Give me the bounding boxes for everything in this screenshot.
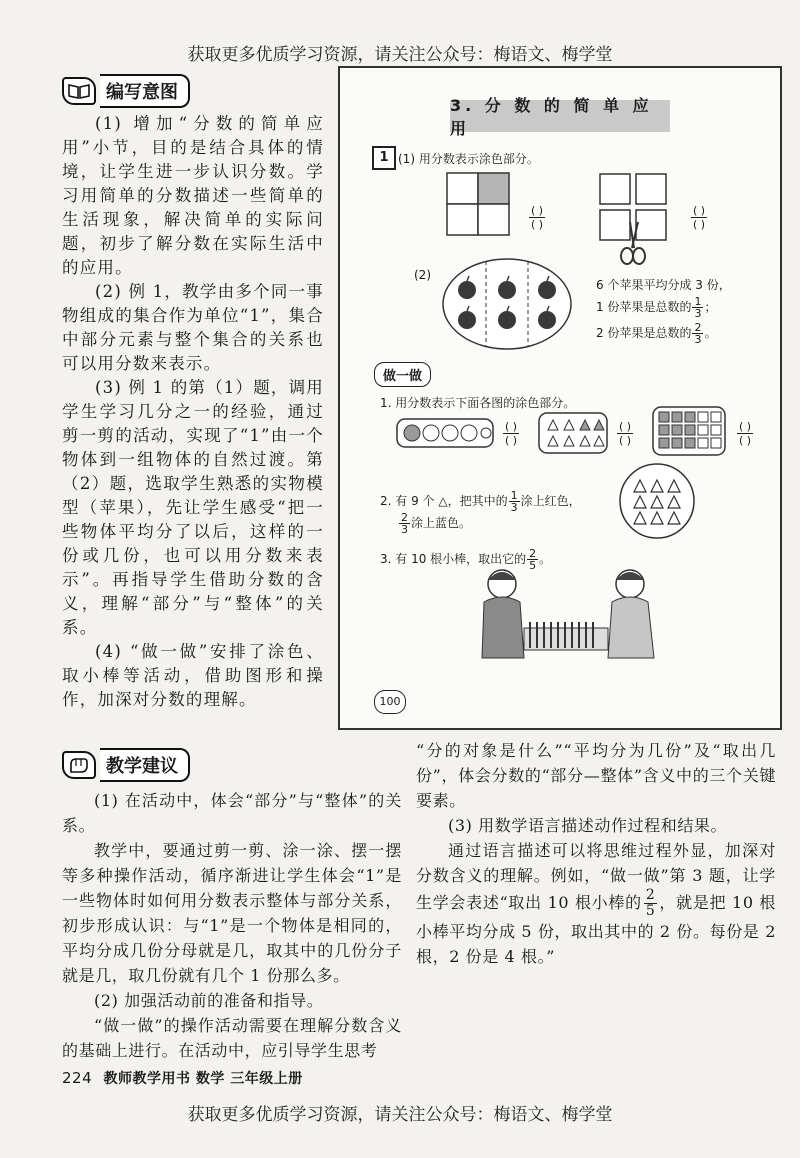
fraction: [399, 512, 410, 535]
textbook-page-number: 100: [374, 690, 406, 714]
answer-blank[interactable]: ( ) ( ): [504, 420, 518, 447]
scissors-icon: [618, 220, 648, 266]
fraction-denominator: 3: [694, 307, 702, 320]
example-question-2-label: (2): [414, 268, 431, 282]
apple-text-line3-post: 。: [704, 326, 717, 340]
answer-blank[interactable]: ( ) ( ): [692, 204, 706, 231]
fraction: [644, 888, 658, 919]
answer-blank[interactable]: ( ) ( ): [530, 204, 544, 231]
intent-body: [62, 112, 324, 712]
circles-figure: [396, 418, 494, 448]
exercise-2-text: [380, 490, 581, 513]
shaded-square-figure: [446, 172, 510, 236]
example-number-badge: 1: [372, 146, 396, 170]
exercise-2-line2: [398, 512, 471, 535]
suggestion-paragraph: (3) 用数学语言描述动作过程和结果。: [448, 816, 728, 835]
book-title: 教师教学用书 数学 三年级上册: [103, 1071, 303, 1087]
apple-text-line3: [596, 322, 716, 345]
apple-text-line3-pre: 2 份苹果是总数的: [596, 326, 692, 340]
apple-text-line1: 6 个苹果平均分成 3 份，: [596, 278, 731, 292]
intent-title: 编写意图: [100, 74, 190, 108]
suggestion-paragraph: (2) 加强活动前的准备和指导。: [94, 991, 324, 1010]
fraction: [692, 296, 703, 319]
fraction-numerator: 2: [529, 547, 537, 560]
grid-squares-figure: [652, 406, 726, 456]
intent-paragraph: (1) 增加“分数的简单应用”小节，目的是结合具体的情境，让学生进一步认识分数。学习用简单的分数描述一些简单的生活现象，解决简单的实际问题，初步了解分数在实际生活中的应用。: [62, 114, 324, 277]
fraction-numerator: 1: [510, 489, 518, 502]
exercise-2-post: 涂上红色，: [520, 494, 581, 508]
suggestions-left-column: [62, 788, 402, 1063]
apples-figure: [440, 256, 574, 352]
page-number: 224: [62, 1069, 93, 1087]
example-question-1: (1) 用分数表示涂色部分。: [398, 152, 539, 166]
suggestions-title: 教学建议: [100, 748, 190, 782]
nine-triangles-figure: [618, 462, 696, 540]
apple-text-line2: [596, 296, 716, 319]
suggestion-paragraph: “分的对象是什么”“平均分为几份”及“取出几份”，体会分数的“部分—整体”含义中的三个关键要素。: [416, 741, 776, 810]
fraction: [692, 322, 703, 345]
suggestion-paragraph: (1) 在活动中，体会“部分”与“整体”的关系。: [62, 791, 402, 835]
book-icon: [62, 77, 96, 105]
fraction-numerator: 1: [694, 295, 702, 308]
suggestion-paragraph: 教学中，要通过剪一剪、涂一涂、摆一摆等多种操作活动，循序渐进让学生体会“1”是一些物体时如何用分数表示整体与部分关系，初步形成认识：与“1”是一个物体是相同的，平均分成几份分母就是几，取其中的几份分子就是几，取几份就有几个 1 份那么多。: [62, 841, 402, 985]
suggestion-text-post: ，就是把 10 根小棒平均分成 5 份，取出其中的 2 份。每份是 2 根，2 份是 4 根。”: [416, 893, 777, 966]
intent-paragraph: (4) “做一做”安排了涂色、取小棒等活动，借助图形和操作，加深对分数的理解。: [62, 642, 324, 709]
exercise-badge: 做一做: [374, 362, 431, 387]
fraction-denominator: 5: [529, 559, 537, 572]
fraction: [509, 490, 520, 513]
page-footer: [62, 1068, 303, 1088]
triangles-figure: [538, 412, 608, 454]
fraction-numerator: 2: [645, 887, 656, 903]
suggestion-paragraph: [416, 838, 776, 969]
watermark-top: 获取更多优质学习资源，请关注公众号：梅语文、梅学堂: [187, 45, 613, 65]
fraction-denominator: 3: [401, 523, 408, 536]
exercise-2-line2-post: 涂上蓝色。: [411, 516, 472, 530]
watermark-bottom: 获取更多优质学习资源，请关注公众号：梅语文、梅学堂: [187, 1105, 613, 1125]
answer-blank[interactable]: ( ) ( ): [738, 420, 752, 447]
intent-paragraph: (3) 例 1 的第（1）题，调用学生学习几分之一的经验，通过剪一剪的活动，实现了“1”由一个物体到一组物体的自然过渡。第（2）题，选取学生熟悉的实物模型（苹果），先让学生感受“把一些物体平均分了以后，这样的一份或几份，也可以用分数来表示”。再指导学生借助分数的含义，理解“部分”与“整体”的关系。: [62, 378, 325, 637]
answer-blank[interactable]: ( ) ( ): [618, 420, 632, 447]
exercise-3-pre: 3. 有 10 根小棒，取出它的: [380, 552, 527, 566]
exercise-3-post: 。: [539, 552, 552, 566]
intent-header: [62, 74, 190, 108]
suggestion-paragraph: “做一做”的操作活动需要在理解分数含义的基础上进行。在活动中，应引导学生思考: [62, 1016, 402, 1060]
fraction-denominator: 5: [645, 903, 656, 919]
exercise-2-pre: 2. 有 9 个: [380, 494, 435, 508]
suggestions-header: [62, 748, 190, 782]
fraction-denominator: 3: [694, 333, 702, 346]
exercise-1-text: 1. 用分数表示下面各图的涂色部分。: [380, 396, 576, 410]
textbook-section-title: 3. 分 数 的 简 单 应 用: [450, 100, 670, 132]
triangle-icon: △: [438, 494, 448, 508]
hand-icon: [62, 751, 96, 779]
children-sticks-illustration: [472, 559, 662, 670]
intent-paragraph: (2) 例 1，教学由多个同一事物组成的集合作为单位“1”，集合中部分元素与整个集合的关系也可以用分数来表示。: [62, 282, 324, 373]
fraction-numerator: 2: [401, 511, 408, 524]
suggestions-right-column: [416, 738, 776, 969]
apple-text-line2-pre: 1 份苹果是总数的: [596, 300, 692, 314]
suggestion-text-pre: 通过语言描述可以将思维过程外显，加深对分数含义的理解。例如，“做一做”第 3 题，让学生学会表述“取出 10 根小棒的: [416, 841, 776, 912]
exercise-2-mid: ，把其中的: [447, 494, 508, 508]
fraction-denominator: 3: [510, 501, 518, 514]
fraction-numerator: 2: [694, 321, 702, 334]
apple-text-line2-post: ；: [704, 300, 717, 314]
